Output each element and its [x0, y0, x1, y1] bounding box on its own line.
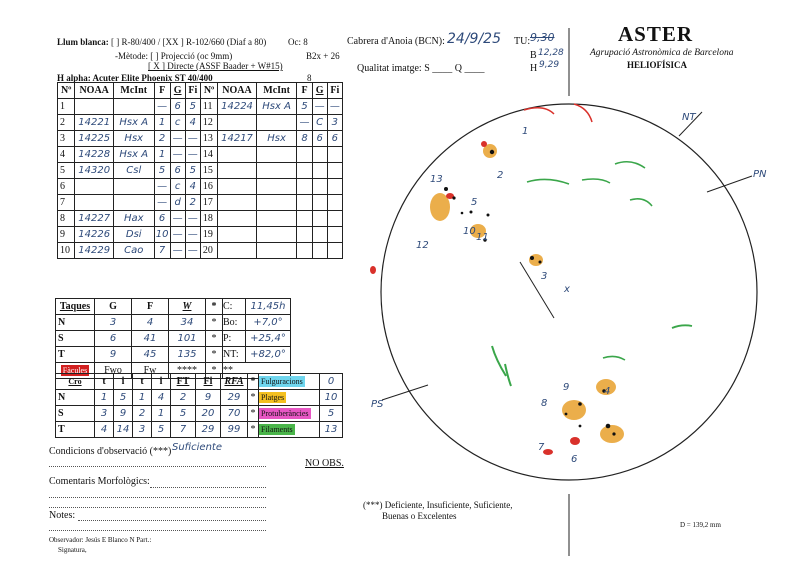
- halpha-ocular: 8: [307, 73, 312, 83]
- group-cell: 14229: [75, 243, 113, 259]
- group-label-1: 1: [522, 126, 529, 137]
- conditions-value: Suficiente: [172, 442, 222, 453]
- spots-row-label: S: [56, 331, 95, 347]
- group-cell: 4: [58, 147, 75, 163]
- group-cell: 14217: [218, 131, 256, 147]
- cro-cell: 29: [196, 422, 221, 438]
- green-filament-se: [603, 356, 625, 360]
- group-cell: 14224: [218, 99, 256, 115]
- pn-axis-line: [707, 176, 752, 192]
- spots-cell: 135: [169, 347, 206, 363]
- group-header-1: NOAA: [218, 83, 256, 99]
- method-projection: -Mètode: [ ] Projecció (oc 9mm): [115, 51, 233, 61]
- group-cell: —: [170, 243, 185, 259]
- cro-cell: 29: [221, 390, 248, 406]
- group-header-3: F: [154, 83, 170, 99]
- section-title: HELIOFÍSICA: [627, 60, 688, 70]
- cro-col-1: i: [114, 374, 133, 390]
- group-cell: 1: [154, 147, 170, 163]
- group-cell: 19: [200, 227, 217, 243]
- group-label-2: 2: [497, 170, 504, 181]
- x-pointer-line: [520, 262, 554, 318]
- cro-cell: 14: [114, 422, 133, 438]
- group-cell: —: [170, 211, 185, 227]
- spots-row-label: T: [56, 347, 95, 363]
- fwo-label: Fwo: [95, 363, 132, 379]
- ocular-label: Oc:: [288, 37, 301, 47]
- group-header-4: G: [312, 83, 327, 99]
- stars2-label: **: [223, 363, 291, 379]
- cro-cell: 99: [221, 422, 248, 438]
- cro-cell: 2: [171, 390, 196, 406]
- cro-star: *: [248, 406, 259, 422]
- group-cell: 2: [58, 115, 75, 131]
- cro-cell: 1: [133, 390, 152, 406]
- spots-col-2: W: [169, 299, 206, 315]
- cro-tag-2: Protuberàncies: [261, 409, 309, 418]
- cro-star: *: [248, 390, 259, 406]
- group-label-6: 6: [571, 454, 578, 465]
- nt-label: NT: [682, 112, 696, 123]
- group-cell: 6: [170, 99, 185, 115]
- group-header-2: McInt: [113, 83, 154, 99]
- group-label-13: 13: [430, 174, 443, 185]
- quality-legend-2: Buenas o Excelentes: [382, 511, 457, 521]
- group-cell: 10: [154, 227, 170, 243]
- date-value: 24/9/25: [447, 31, 501, 47]
- cro-tag-value: 0: [320, 374, 343, 390]
- signature-label: Signatura,: [58, 546, 87, 554]
- group-cell: 5: [185, 99, 200, 115]
- group-cell: —: [170, 147, 185, 163]
- group-cell: 6: [312, 131, 327, 147]
- cro-star: *: [248, 374, 259, 390]
- cro-row-label: T: [56, 422, 95, 438]
- param-label: Bo:: [223, 315, 246, 331]
- group-cell: 17: [200, 195, 217, 211]
- spots-star: *: [206, 299, 223, 315]
- group-cell: 11: [200, 99, 217, 115]
- group-cell: Dsi: [113, 227, 154, 243]
- notes-label: Notes:: [49, 510, 76, 521]
- group-cell: 3: [327, 115, 342, 131]
- group-cell: Hsx A: [256, 99, 297, 115]
- observer-label: Observador: Jesús E Blanco N Part.:: [49, 536, 152, 544]
- spots-star: *: [206, 331, 223, 347]
- group-cell: 6: [154, 211, 170, 227]
- group-cell: —: [185, 147, 200, 163]
- ps-label: PS: [371, 399, 384, 410]
- cro-row-label: N: [56, 390, 95, 406]
- group-cell: —: [312, 99, 327, 115]
- cro-cell: 9: [114, 406, 133, 422]
- group-label-5: 5: [471, 197, 478, 208]
- group-cell: —: [154, 195, 170, 211]
- group-cell: 4: [185, 179, 200, 195]
- spots-star: *: [206, 363, 223, 379]
- group-cell: 1: [58, 99, 75, 115]
- b2x-value: B2x + 26: [306, 51, 340, 61]
- green-filament-e: [672, 325, 692, 328]
- group-header-1: NOAA: [75, 83, 113, 99]
- group-cell: Hax: [113, 211, 154, 227]
- brand-subtitle: Agrupació Astronòmica de Barcelona: [590, 48, 734, 58]
- quality-q-label: Q: [454, 63, 462, 74]
- b-value: 12,28: [538, 48, 564, 58]
- param-value: +82,0°: [246, 347, 291, 363]
- morph-label: Comentaris Morfològics:: [49, 476, 150, 487]
- group-cell: 14226: [75, 227, 113, 243]
- cro-cell: 4: [152, 390, 171, 406]
- group-cell: d: [170, 195, 185, 211]
- cro-col-4: FT: [171, 374, 196, 390]
- cro-tag-3: Filaments: [261, 425, 293, 434]
- param-value: 11,45h: [246, 299, 291, 315]
- group-cell: 6: [170, 163, 185, 179]
- group-label-10: 10: [463, 226, 476, 237]
- disk-diameter: D = 139,2 mm: [680, 521, 721, 529]
- cro-tag-1: Platges: [261, 393, 285, 402]
- brand-title: ASTER: [618, 22, 694, 46]
- facules-tag: Fàcules: [62, 366, 88, 375]
- cro-col-6: RFA: [221, 374, 248, 390]
- green-filament-center: [527, 179, 610, 184]
- group-cell: 14: [200, 147, 217, 163]
- group-cell: 13: [200, 131, 217, 147]
- group-cell: —: [185, 211, 200, 227]
- cro-cell: 1: [95, 390, 114, 406]
- group-cell: —: [327, 99, 342, 115]
- group-cell: 15: [200, 163, 217, 179]
- white-light-label: Llum blanca:: [57, 37, 109, 47]
- orange-plages: [430, 144, 624, 443]
- group-cell: 14225: [75, 131, 113, 147]
- spots-cell: 9: [95, 347, 132, 363]
- spots-star: *: [206, 347, 223, 363]
- cro-cell: 5: [171, 406, 196, 422]
- group-cell: 7: [154, 243, 170, 259]
- ocular-value: 8: [303, 37, 308, 47]
- cro-col-0: t: [95, 374, 114, 390]
- cro-col-3: i: [152, 374, 171, 390]
- group-cell: —: [185, 243, 200, 259]
- group-cell: c: [170, 115, 185, 131]
- group-cell: Hsx: [256, 131, 297, 147]
- cro-col-2: t: [133, 374, 152, 390]
- group-cell: Hsx: [113, 131, 154, 147]
- group-header-5: Fi: [327, 83, 342, 99]
- quality-row: Qualitat imatge: S ____ Q ____: [357, 63, 485, 74]
- x-label: x: [564, 284, 570, 295]
- quality-s-label: S: [424, 63, 430, 74]
- param-label: NT:: [223, 347, 246, 363]
- group-cell: 10: [58, 243, 75, 259]
- group-cell: 9: [58, 227, 75, 243]
- param-value: +25,4°: [246, 331, 291, 347]
- green-filament-ne: [615, 162, 652, 206]
- group-cell: Hsx A: [113, 147, 154, 163]
- param-value: +7,0°: [246, 315, 291, 331]
- group-cell: —: [154, 179, 170, 195]
- group-header-2: McInt: [256, 83, 297, 99]
- group-cell: 14320: [75, 163, 113, 179]
- group-label-8: 8: [541, 398, 548, 409]
- h-label: H: [530, 63, 538, 74]
- spots-star: *: [206, 315, 223, 331]
- tu-label: TU:: [514, 36, 531, 47]
- group-label-7: 7: [538, 442, 545, 453]
- cro-title: Cro: [56, 374, 95, 390]
- spots-cell: 3: [95, 315, 132, 331]
- cro-cell: 70: [221, 406, 248, 422]
- b-label: B: [530, 50, 537, 61]
- group-cell: 2: [154, 131, 170, 147]
- group-header-4: G: [170, 83, 185, 99]
- group-cell: 5: [58, 163, 75, 179]
- group-cell: —: [185, 131, 200, 147]
- param-label: C:: [223, 299, 246, 315]
- group-cell: 14228: [75, 147, 113, 163]
- group-cell: 4: [185, 115, 200, 131]
- group-cell: —: [154, 99, 170, 115]
- spots-title: Taques: [56, 299, 95, 315]
- group-cell: 1: [154, 115, 170, 131]
- group-cell: 5: [185, 163, 200, 179]
- group-cell: 20: [200, 243, 217, 259]
- group-cell: 14221: [75, 115, 113, 131]
- halpha-label: H alpha: Acuter Elite Phoenix ST 40/400: [57, 73, 213, 83]
- group-cell: —: [170, 131, 185, 147]
- sunspots: [444, 150, 616, 436]
- group-cell: 8: [297, 131, 312, 147]
- location-label: Cabrera d'Anoia (BCN):: [347, 36, 445, 47]
- no-obs-label: NO OBS.: [305, 458, 344, 469]
- quality-legend: (***) Deficiente, Insuficiente, Suficiente,: [363, 500, 513, 510]
- cro-tag-value: 5: [320, 406, 343, 422]
- cro-cell: 3: [133, 422, 152, 438]
- group-header-0: Nº: [58, 83, 75, 99]
- spots-cell: 101: [169, 331, 206, 347]
- spots-cell: 41: [132, 331, 169, 347]
- group-cell: 2: [185, 195, 200, 211]
- cro-star: *: [248, 422, 259, 438]
- group-cell: 18: [200, 211, 217, 227]
- fw-label: Fw: [132, 363, 169, 379]
- group-cell: 3: [58, 131, 75, 147]
- spots-cell: 34: [169, 315, 206, 331]
- spots-col-0: G: [95, 299, 132, 315]
- group-cell: —: [170, 227, 185, 243]
- white-light-options: [ ] R-80/400 / [XX ] R-102/660 (Diaf a 80): [111, 37, 267, 47]
- spots-row-label: N: [56, 315, 95, 331]
- green-filament-sw: [492, 346, 511, 386]
- method-direct: [ X ] Directe (ASSF Baader + W#15): [148, 61, 283, 71]
- red-plages: [370, 141, 580, 455]
- group-label-3: 3: [541, 271, 548, 282]
- group-cell: 5: [297, 99, 312, 115]
- group-cell: 5: [154, 163, 170, 179]
- cro-cell: 4: [95, 422, 114, 438]
- group-cell: c: [170, 179, 185, 195]
- group-label-12: 12: [416, 240, 429, 251]
- spots-col-1: F: [132, 299, 169, 315]
- group-header-5: Fi: [185, 83, 200, 99]
- cro-cell: 5: [152, 422, 171, 438]
- group-cell: 6: [58, 179, 75, 195]
- group-cell: 6: [327, 131, 342, 147]
- cro-cell: 5: [114, 390, 133, 406]
- group-cell: 16: [200, 179, 217, 195]
- group-cell: Csl: [113, 163, 154, 179]
- group-cell: 14227: [75, 211, 113, 227]
- group-cell: 12: [200, 115, 217, 131]
- cro-row-label: S: [56, 406, 95, 422]
- group-cell: C: [312, 115, 327, 131]
- spots-cell: 4: [132, 315, 169, 331]
- cro-cell: 2: [133, 406, 152, 422]
- cro-col-5: Fi: [196, 374, 221, 390]
- group-cell: 8: [58, 211, 75, 227]
- cro-cell: 7: [171, 422, 196, 438]
- pn-label: PN: [753, 169, 767, 180]
- spots-cell: 6: [95, 331, 132, 347]
- cro-cell: 1: [152, 406, 171, 422]
- group-cell: Cao: [113, 243, 154, 259]
- group-label-11: 11: [476, 232, 489, 243]
- group-label-9: 9: [563, 382, 570, 393]
- h-value: 9,29: [539, 60, 560, 70]
- spots-cell: 45: [132, 347, 169, 363]
- group-cell: —: [297, 115, 312, 131]
- conditions-label: Condicions d'observació (***): [49, 446, 172, 457]
- group-cell: 7: [58, 195, 75, 211]
- param-label: P:: [223, 331, 246, 347]
- stars4-label: ****: [169, 363, 206, 379]
- cro-tag-0: Fulguracions: [261, 377, 303, 386]
- cro-cell: 20: [196, 406, 221, 422]
- cro-cell: 9: [196, 390, 221, 406]
- group-header-3: F: [297, 83, 312, 99]
- quality-label: Qualitat imatge:: [357, 63, 422, 74]
- group-cell: —: [185, 227, 200, 243]
- group-cell: Hsx A: [113, 115, 154, 131]
- ps-axis-line: [382, 385, 428, 400]
- group-label-4: 4: [604, 386, 611, 397]
- cro-tag-value: 10: [320, 390, 343, 406]
- cro-cell: 3: [95, 406, 114, 422]
- group-header-0: Nº: [200, 83, 217, 99]
- cro-tag-value: 13: [320, 422, 343, 438]
- tu-value: 9,30: [530, 31, 555, 44]
